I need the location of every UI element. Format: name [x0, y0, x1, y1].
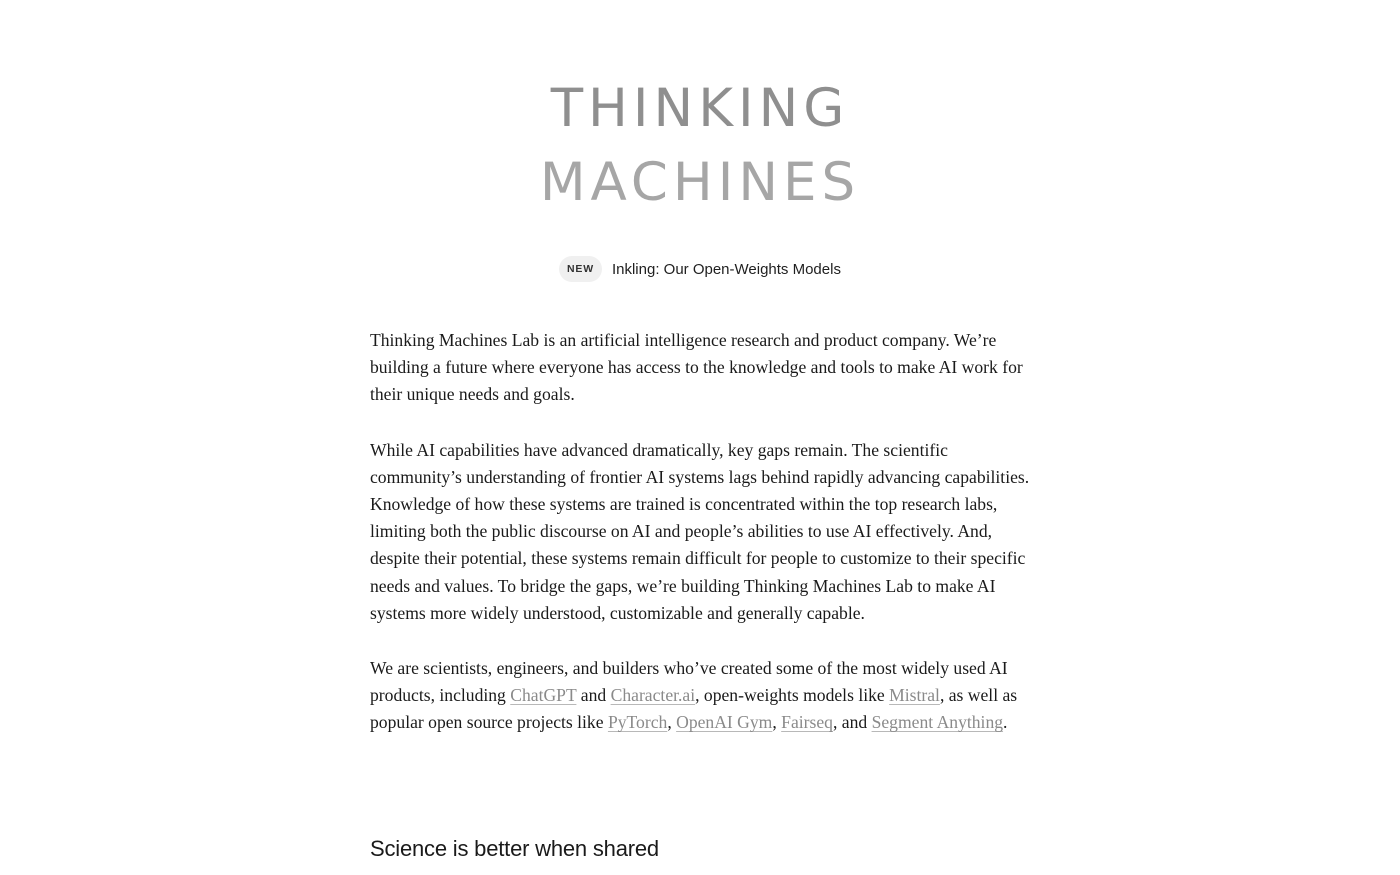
- text-segment: , as well as popular open source projects like: [370, 685, 1018, 733]
- new-badge: NEW: [559, 256, 602, 282]
- text-segment: , open-weights models like: [695, 685, 890, 706]
- text-segment: and: [576, 685, 611, 706]
- link-segment-anything[interactable]: Segment Anything: [871, 712, 1004, 733]
- logo-line-1: THINKING: [550, 78, 850, 139]
- link-chatgpt[interactable]: ChatGPT: [510, 685, 577, 706]
- text-segment: ,: [772, 712, 782, 733]
- announcement-link[interactable]: [0, 256, 1400, 282]
- text-segment: , and: [832, 712, 872, 733]
- link-mistral[interactable]: Mistral: [889, 685, 940, 706]
- text-segment: We are scientists, engineers, and builders who’ve created some of the most widely used AI products, including: [370, 658, 1008, 706]
- intro-paragraph-1: Thinking Machines Lab is an artificial intelligence research and product company. We’re building a future where everyone has access to the knowledge and tools to make AI work for their unique needs and goals.: [370, 330, 1023, 405]
- main-content: [370, 327, 1032, 765]
- intro-paragraph-3: [370, 655, 1032, 737]
- logo-line-2: MACHINES: [539, 152, 861, 213]
- section-heading: Science is better when shared: [370, 836, 659, 861]
- link-character-ai[interactable]: Character.ai: [610, 685, 696, 706]
- intro-paragraph-2: While AI capabilities have advanced dramatically, key gaps remain. The scientific community’s understanding of frontier AI systems lags behind rapidly advancing capabilities. Knowledge of how these systems are trained is concentrated within the top research labs, limiting both the public discourse on AI and people’s abilities to use AI effectively. And, despite their potential, these systems remain difficult for people to customize to their specific needs and values. To bridge the gaps, we’re building Thinking Machines Lab to make AI systems more widely understood, customizable and generally capable.: [370, 439, 1030, 623]
- site-logo[interactable]: [0, 72, 1400, 220]
- text-segment: .: [1003, 712, 1008, 733]
- text-segment: ,: [667, 712, 677, 733]
- link-pytorch[interactable]: PyTorch: [607, 712, 668, 733]
- link-openai-gym[interactable]: OpenAI Gym: [676, 712, 773, 733]
- announcement-text: Inkling: Our Open-Weights Models: [611, 260, 841, 278]
- link-fairseq[interactable]: Fairseq: [781, 712, 833, 733]
